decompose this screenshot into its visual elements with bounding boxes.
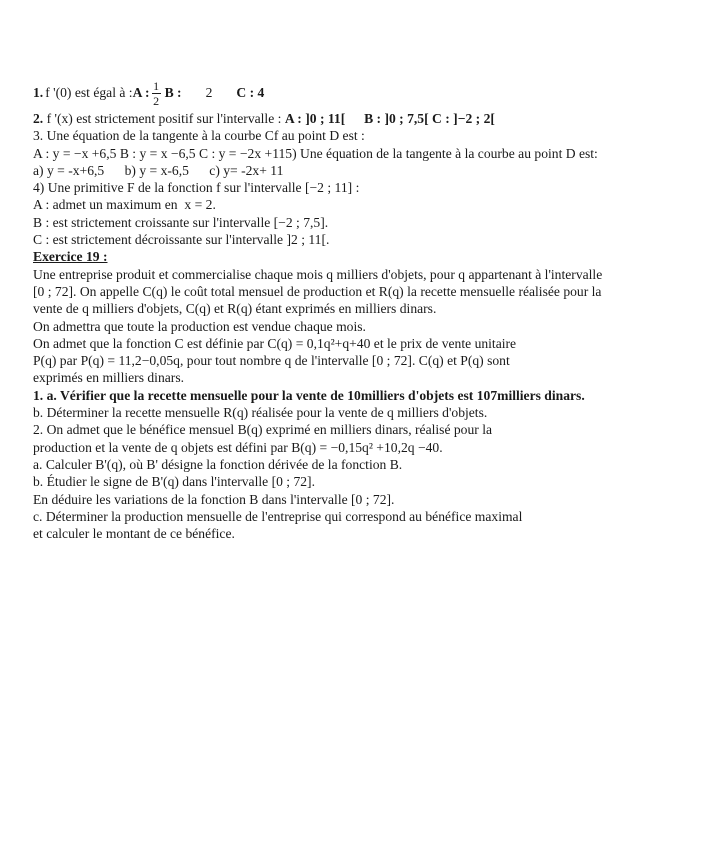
exercise-line: P(q) par P(q) = 11,2−0,05q, pour tout nombre q de l'intervalle [0 ; 72]. C(q) et P(q) sont xyxy=(33,353,510,369)
option-a-label: A : xyxy=(132,85,150,101)
question-1-number: 1. xyxy=(33,85,44,101)
question-4-option-a: A : admet un maximum en x = 2. xyxy=(33,197,216,213)
exercise-line: On admet que la fonction C est définie par C(q) = 0,1q²+q+40 et le prix de vente unitaire xyxy=(33,335,517,351)
exercise-line: et calculer le montant de ce bénéfice. xyxy=(33,526,235,542)
exercise-line: On admettra que toute la production est vendue chaque mois. xyxy=(33,318,366,334)
exercise-title xyxy=(33,248,703,265)
exercise-line: exprimés en milliers dinars. xyxy=(33,370,185,386)
document-content xyxy=(33,78,703,542)
option-b-label: B : xyxy=(164,85,182,101)
question-4-option-b: B : est strictement croissante sur l'intervalle [−2 ; 7,5]. xyxy=(33,214,329,230)
question-2-option-c: C : ]−2 ; 2[ xyxy=(432,111,495,126)
question-3-line-1: 3. Une équation de la tangente à la courbe Cf au point D est : xyxy=(33,128,365,144)
question-1-text: f '(0) est égal à : xyxy=(45,85,133,101)
option-c: C : 4 xyxy=(236,85,265,101)
fraction-one-half xyxy=(152,80,161,107)
question-2-option-b: B : ]0 ; 7,5[ xyxy=(364,111,429,126)
question-4-line-1: 4) Une primitive F de la fonction f sur l'intervalle [−2 ; 11] : xyxy=(33,180,360,196)
question-4-option-c: C : est strictement décroissante sur l'intervalle ]2 ; 11[. xyxy=(33,232,330,248)
exercise-question-2: 2. On admet que le bénéfice mensuel B(q) exprimé en milliers dinars, réalisé pour la xyxy=(33,422,493,438)
exercise-question-2a: a. Calculer B'(q), où B' désigne la fonction dérivée de la fonction B. xyxy=(33,456,403,472)
exercise-question-2b: b. Étudier le signe de B'(q) dans l'intervalle [0 ; 72]. xyxy=(33,474,315,490)
exercise-question-2c: c. Déterminer la production mensuelle de l'entreprise qui correspond au bénéfice maximal xyxy=(33,508,523,524)
exercise-line: En déduire les variations de la fonction B dans l'intervalle [0 ; 72]. xyxy=(33,491,395,507)
question-2-option-a: A : ]0 ; 11[ xyxy=(284,111,346,126)
exercise-line: Une entreprise produit et commercialise chaque mois q milliers d'objets, pour q appartenant à l'intervalle xyxy=(33,266,603,282)
question-2-text: f '(x) est strictement positif sur l'intervalle : xyxy=(46,111,282,126)
exercise-question-1a: 1. a. Vérifier que la recette mensuelle pour la vente de 10milliers d'objets est 107milliers dinars. xyxy=(33,387,585,403)
exercise-question-1b: b. Déterminer la recette mensuelle R(q) réalisée pour la vente de q milliers d'objets. xyxy=(33,405,488,421)
question-2-number: 2. xyxy=(33,111,44,126)
exercise-line: [0 ; 72]. On appelle C(q) le coût total mensuel de production et R(q) la recette mensuelle réalisée pour la xyxy=(33,283,602,299)
question-3-line-2: A : y = −x +6,5 B : y = x −6,5 C : y = −2x +115) Une équation de la tangente à la courbe au point D est: xyxy=(33,145,598,161)
fraction-numerator: 1 xyxy=(153,78,160,93)
fraction-denominator: 2 xyxy=(153,93,160,108)
question-3-line-3: a) y = -x+6,5 b) y = x-6,5 c) y= -2x+ 11 xyxy=(33,162,284,178)
question-2 xyxy=(33,110,703,127)
exercise-title-text: Exercice 19 : xyxy=(33,249,108,265)
exercise-line: production et la vente de q objets est défini par B(q) = −0,15q² +10,2q −40. xyxy=(33,439,443,455)
question-1 xyxy=(33,78,703,108)
exercise-line: vente de q milliers d'objets, C(q) et R(q) étant exprimés en milliers dinars. xyxy=(33,301,437,317)
option-b-value: 2 xyxy=(205,85,213,101)
